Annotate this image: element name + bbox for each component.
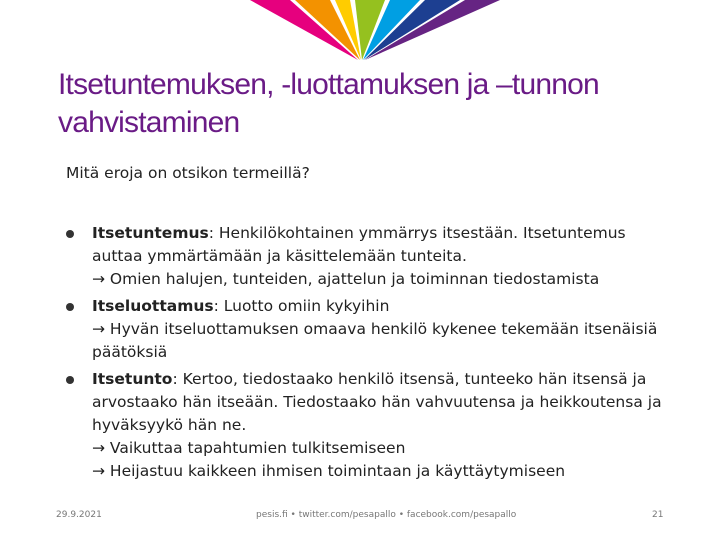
- bullet-definition: : Henkilökohtainen ymmärrys itsestään. Itsetuntemus auttaa ymmärtämään ja käsittelemään tunteita.: [92, 224, 626, 265]
- footer-links: pesis.fi • twitter.com/pesapallo • facebook.com/pesapallo: [256, 510, 517, 520]
- bullet-dot-icon: [66, 230, 74, 238]
- slide-title: Itsetuntemuksen, -luottamuksen ja –tunnon vahvistaminen: [58, 68, 599, 139]
- bullet-list: [66, 222, 676, 487]
- color-burst-decoration: [0, 0, 720, 60]
- footer-date: 29.9.2021: [56, 510, 102, 520]
- bullet-term: Itsetuntemus: [92, 224, 209, 242]
- bullet-subline: → Vaikuttaa tapahtumien tulkitsemiseen: [92, 439, 406, 457]
- bullet-line: [92, 368, 676, 437]
- bullet-subline: → Heijastuu kaikkeen ihmisen toimintaan ja käyttäytymiseen: [92, 462, 566, 480]
- bullet-subline: → Omien halujen, tunteiden, ajattelun ja toiminnan tiedostamista: [92, 270, 600, 288]
- bullet-dot-icon: [66, 376, 74, 384]
- bullet-dot-icon: [66, 303, 74, 311]
- slide-question: Mitä eroja on otsikon termeillä?: [66, 164, 310, 182]
- bullet-item-itsetuntemus: [66, 222, 676, 291]
- bullet-term: Itseluottamus: [92, 297, 214, 315]
- bullet-term: Itsetunto: [92, 370, 173, 388]
- bullet-line: [92, 222, 676, 268]
- bullet-definition: : Kertoo, tiedostaako henkilö itsensä, tunteeko hän itsensä ja arvostaako hän itseään. Tiedostaako hän vahvuutensa ja heikkoutensa ja hyväksyykö hän ne.: [92, 370, 662, 434]
- bullet-subline: → Hyvän itseluottamuksen omaava henkilö kykenee tekemään itsenäisiä päätöksiä: [92, 320, 658, 361]
- footer-page-number: 21: [652, 510, 664, 520]
- bullet-item-itsetunto: [66, 368, 676, 483]
- bullet-definition: : Luotto omiin kykyihin: [213, 297, 390, 315]
- bullet-line: [92, 295, 676, 318]
- bullet-item-itseluottamus: [66, 295, 676, 364]
